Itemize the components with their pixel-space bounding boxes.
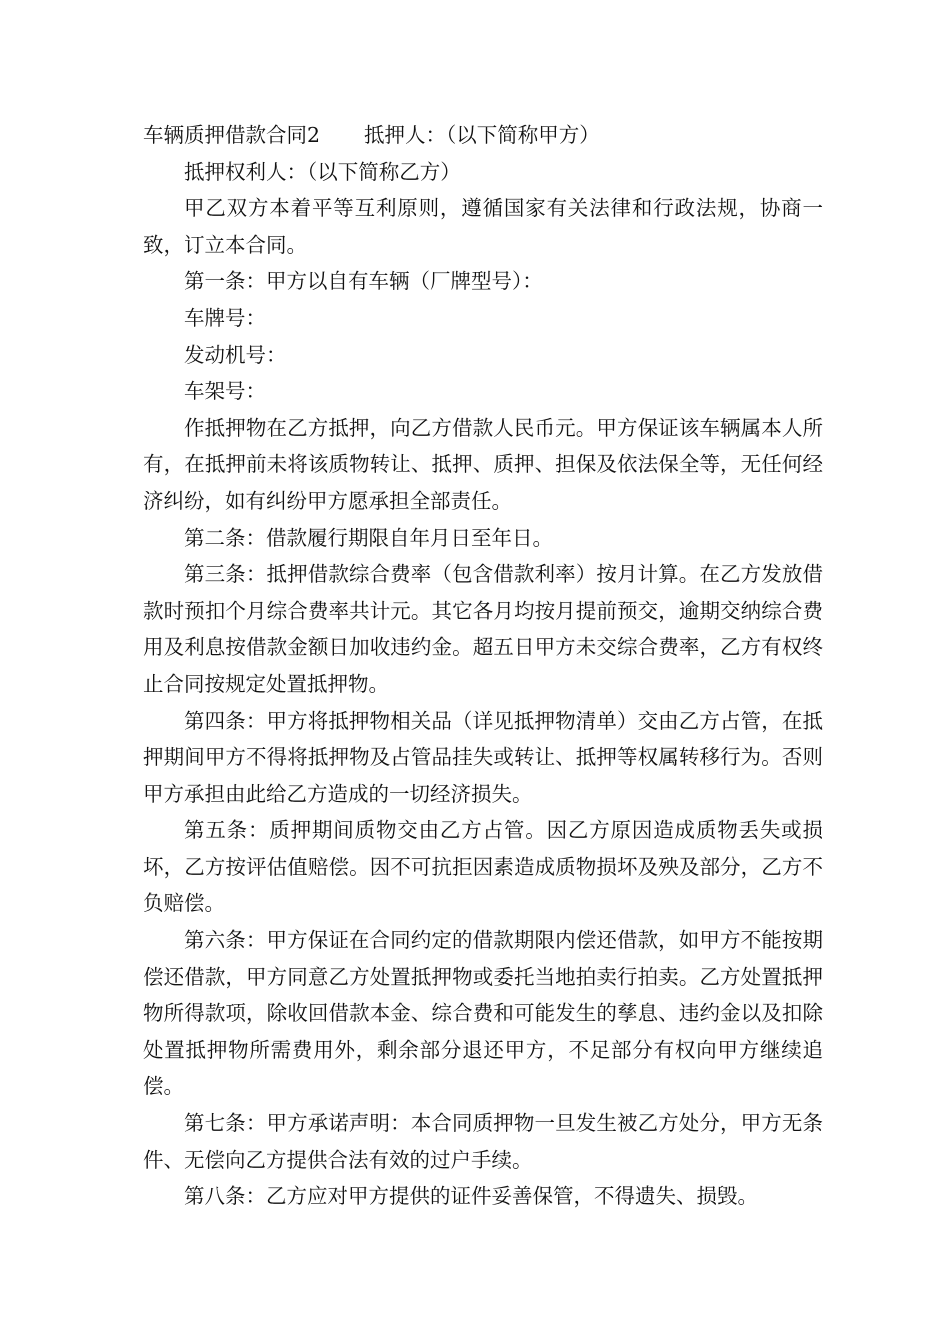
article-6: 第六条：甲方保证在合同约定的借款期限内偿还借款，如甲方不能按期偿还借款，甲方同意乙方处置抵押物或委托当地拍卖行拍卖。乙方处置抵押物所得款项，除收回借款本金、综合费和可能发生的孳息、违约金以及扣除处置抵押物所需费用外，剩余部分退还甲方，不足部分有权向甲方继续追偿。 bbox=[143, 928, 823, 1099]
article-4: 第四条：甲方将抵押物相关品（详见抵押物清单）交由乙方占管，在抵押期间甲方不得将抵押物及占管品挂失或转让、抵押等权属转移行为。否则甲方承担由此给乙方造成的一切经济损失。 bbox=[143, 708, 823, 806]
plate-number-line: 车牌号： bbox=[184, 305, 266, 330]
title-line bbox=[143, 117, 823, 154]
pledgor-line: 抵押人：（以下简称甲方） bbox=[364, 123, 600, 147]
pledgee-line: 抵押权利人：（以下简称乙方） bbox=[184, 159, 461, 184]
article-8: 第八条：乙方应对甲方提供的证件妥善保管，不得遗失、损毁。 bbox=[184, 1184, 758, 1209]
article-7: 第七条：甲方承诺声明：本合同质押物一旦发生被乙方处分，甲方无条件、无偿向乙方提供合法有效的过户手续。 bbox=[143, 1111, 823, 1172]
document-title: 车辆质押借款合同2 bbox=[143, 123, 321, 147]
article-2: 第二条：借款履行期限自年月日至年日。 bbox=[184, 525, 553, 550]
preamble-paragraph: 甲乙双方本着平等互利原则，遵循国家有关法律和行政法规，协商一致，订立本合同。 bbox=[143, 196, 823, 257]
chassis-number-line: 车架号： bbox=[184, 379, 266, 404]
document-body bbox=[143, 117, 823, 1215]
article-1-continuation: 作抵押物在乙方抵押，向乙方借款人民币元。甲方保证该车辆属本人所有，在抵押前未将该质物转让、抵押、质押、担保及依法保全等，无任何经济纠纷，如有纠纷甲方愿承担全部责任。 bbox=[143, 415, 823, 513]
article-3: 第三条：抵押借款综合费率（包含借款利率）按月计算。在乙方发放借款时预扣个月综合费率共计元。其它各月均按月提前预交，逾期交纳综合费用及利息按借款金额日加收违约金。超五日甲方未交综合费率，乙方有权终止合同按规定处置抵押物。 bbox=[143, 562, 823, 696]
article-1: 第一条：甲方以自有车辆（厂牌型号）： bbox=[184, 269, 543, 294]
article-5: 第五条：质押期间质物交由乙方占管。因乙方原因造成质物丢失或损坏，乙方按评估值赔偿。因不可抗拒因素造成质物损坏及殃及部分，乙方不负赔偿。 bbox=[143, 818, 823, 916]
engine-number-line: 发动机号： bbox=[184, 342, 287, 367]
